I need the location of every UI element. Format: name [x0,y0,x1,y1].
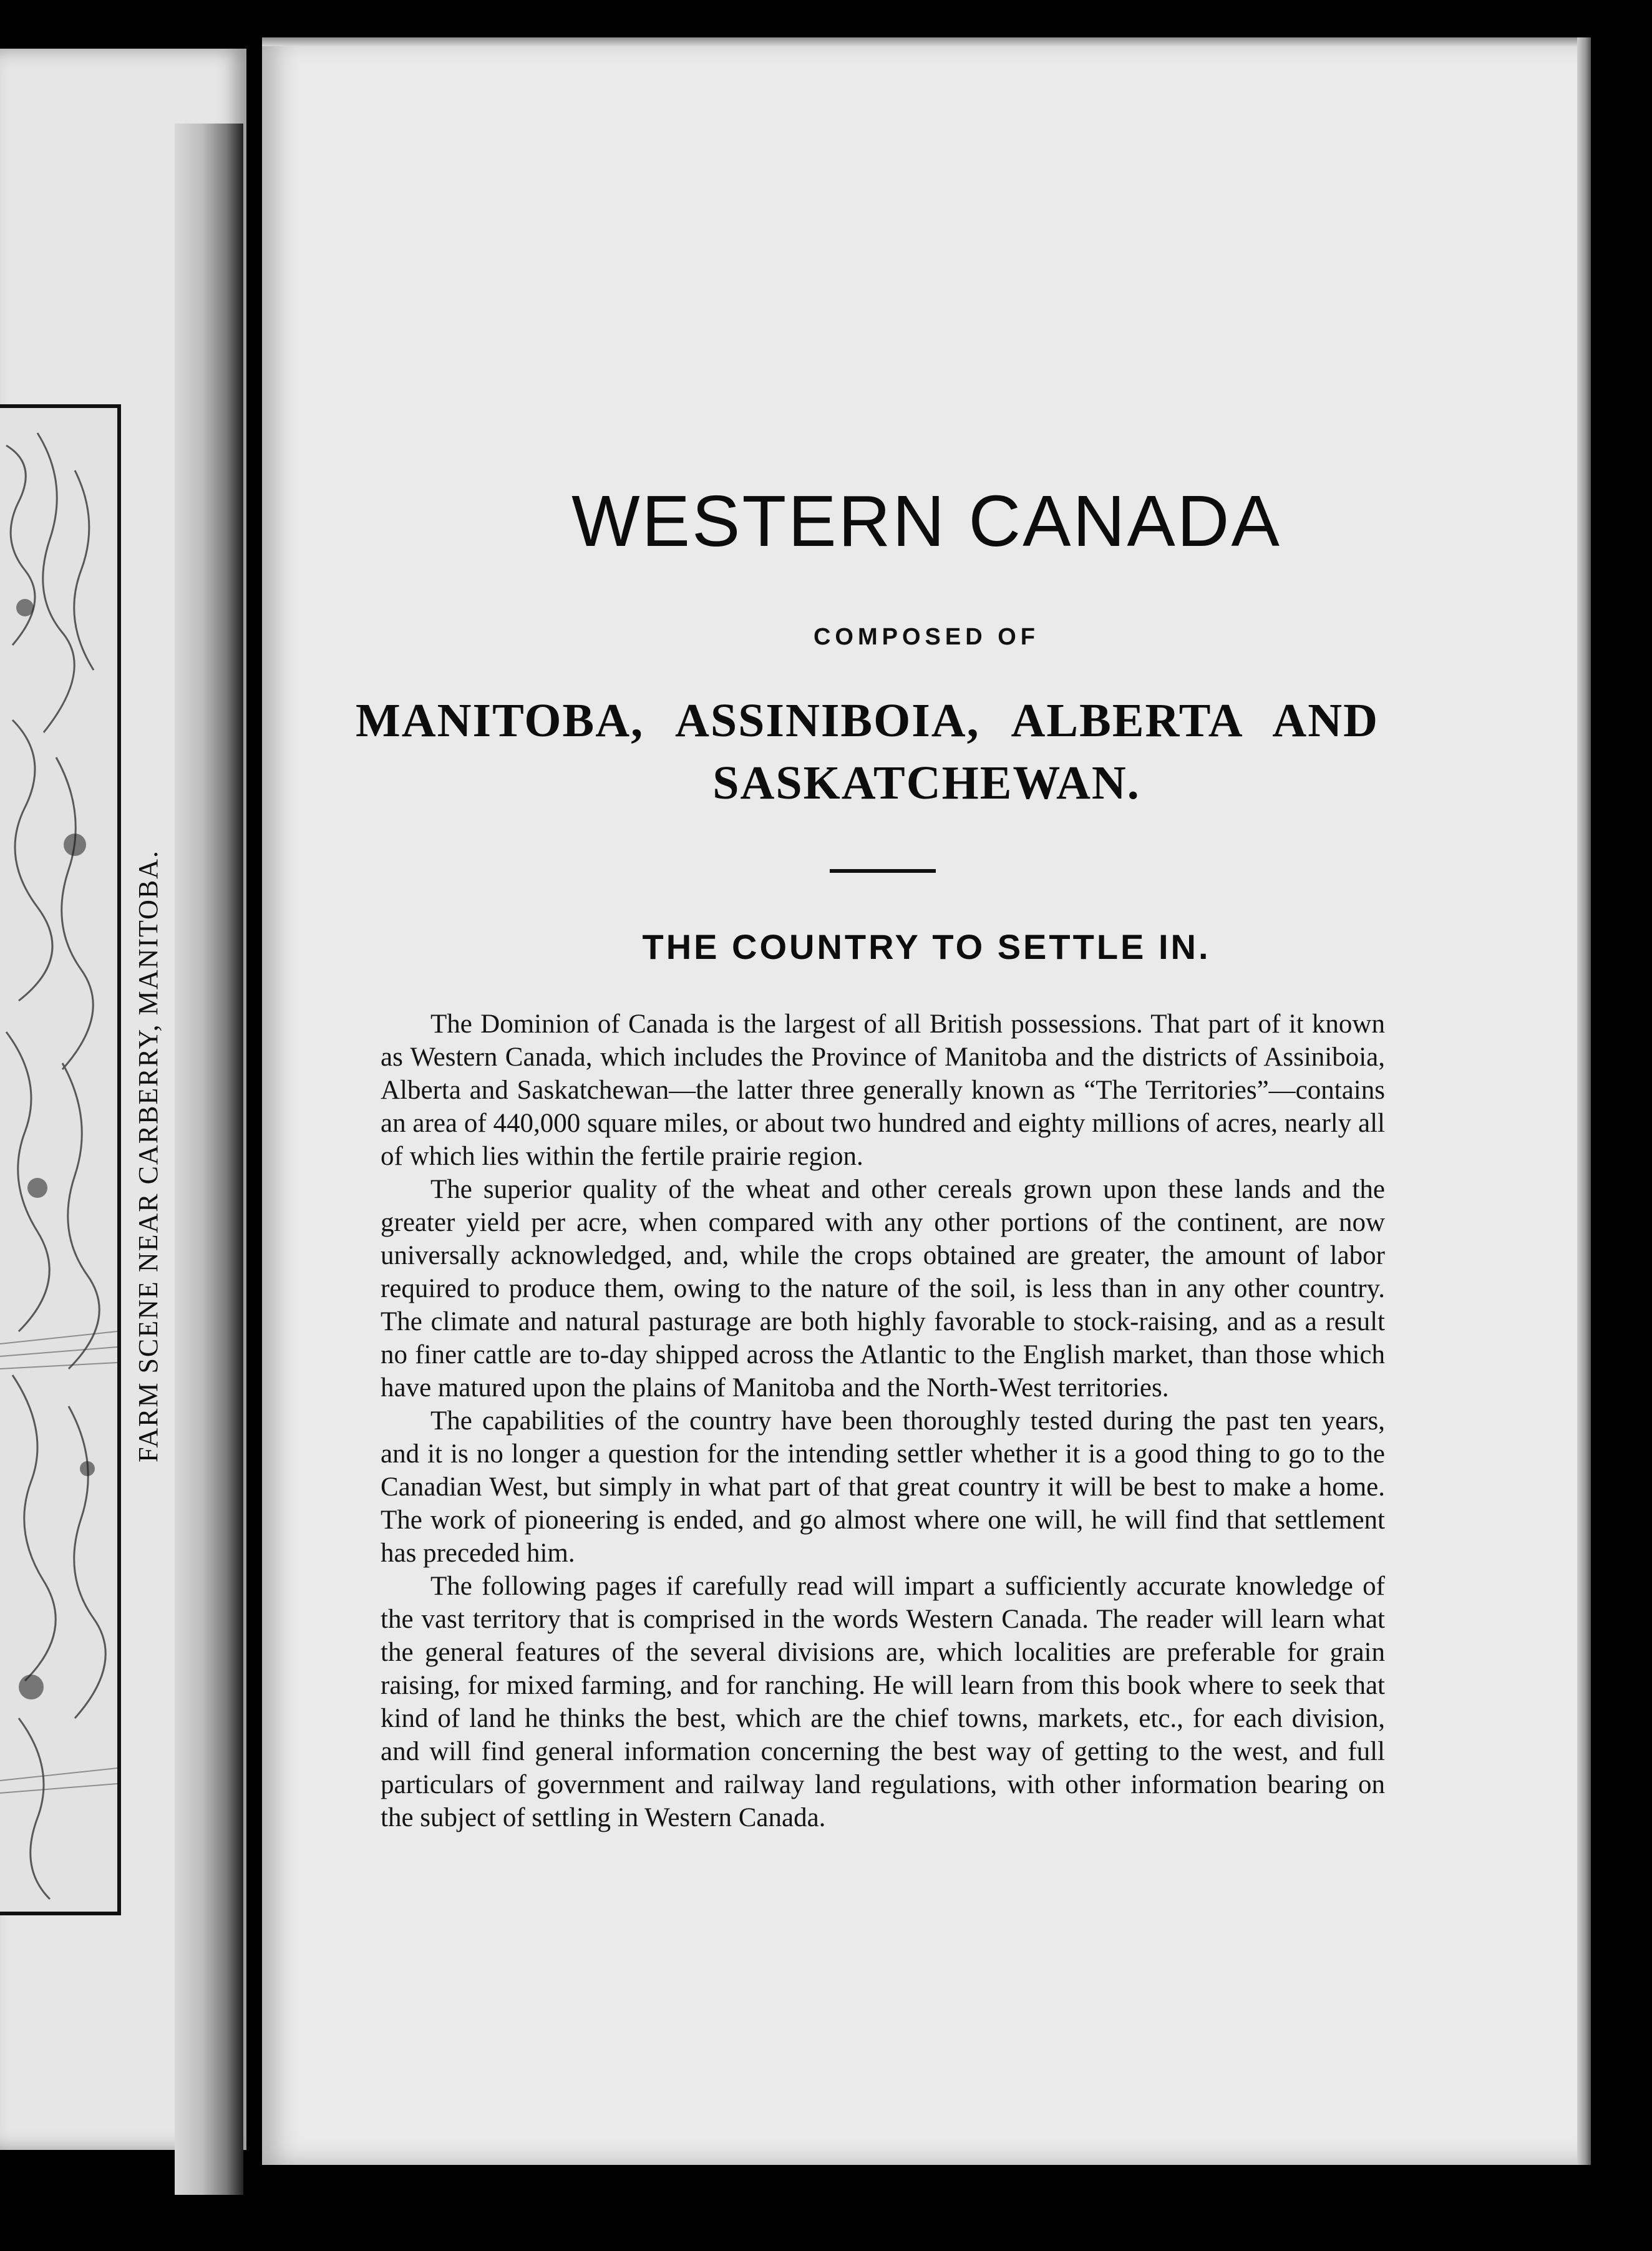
provinces-line-2: SASKATCHEWAN. [712,757,1140,809]
page-title: WESTERN CANADA [571,480,1281,562]
page-binding [175,124,243,2195]
section-divider [830,869,936,873]
farm-scene-engraving [0,404,121,1915]
page-top-edge [262,37,1591,46]
paragraph: The Dominion of Canada is the largest of all British possessions. That part of it known as Western Canada, which includes the Province of Manitoba and the districts of Assiniboia, Alberta and Saskatchewan—the latter three generally known as “The Territories”—contains an area of 440,000 square miles, or about two hundred and eighty millions of acres, nearly all of which lies within the fertile prairie region. [381,1009,1385,1171]
body-text [381,1008,1385,1834]
section-heading: THE COUNTRY TO SETTLE IN. [642,927,1211,966]
paragraph: The superior quality of the wheat and other cereals grown upon these lands and the greater yield per acre, when compared with any other portions of the continent, are now universally acknowledged, and, while the crops obtained are greater, the amount of labor required to produce them, owing to the nature of the soil, is less than in any other country. The climate and natural pasturage are both highly favorable to stock-raising, and as a result no finer cattle are to-day shipped across the Atlantic to the English market, than those which have matured upon the plains of Manitoba and the North-West territories. [381,1175,1385,1403]
main-page [262,37,1591,2165]
page-subtitle: COMPOSED OF [813,624,1040,650]
left-facing-page [0,49,246,2150]
paragraph: The capabilities of the country have been thoroughly tested during the past ten years, and it is no longer a question for the intending settler whether it is a good thing to go to the Canadian West, but simply in what part of that great country it will be best to make a home. The work of pioneering is ended, and go almost where one will, he will find that settlement has preceded him. [381,1406,1385,1568]
provinces-line-1: MANITOBA, ASSINIBOIA, ALBERTA AND [356,694,1379,747]
engraving-caption: FARM SCENE NEAR CARBERRY, MANITOBA. [133,850,163,1462]
paragraph: The following pages if carefully read will impart a sufficiently accurate knowledge of the vast territory that is comprised in the words Western Canada. The reader will learn what the general features of the several divisions are, which localities are preferable for grain raising, for mixed farming, and for ranching. He will learn from this book where to seek that kind of land he thinks the best, which are the chief towns, markets, etc., for each division, and will find general information concerning the best way of getting to the west, and full particulars of government and railway land regulations, with other information bearing on the subject of settling in Western Canada. [381,1572,1385,1832]
engraving-illustration [0,408,117,1912]
page-fore-edge [1577,37,1591,2165]
